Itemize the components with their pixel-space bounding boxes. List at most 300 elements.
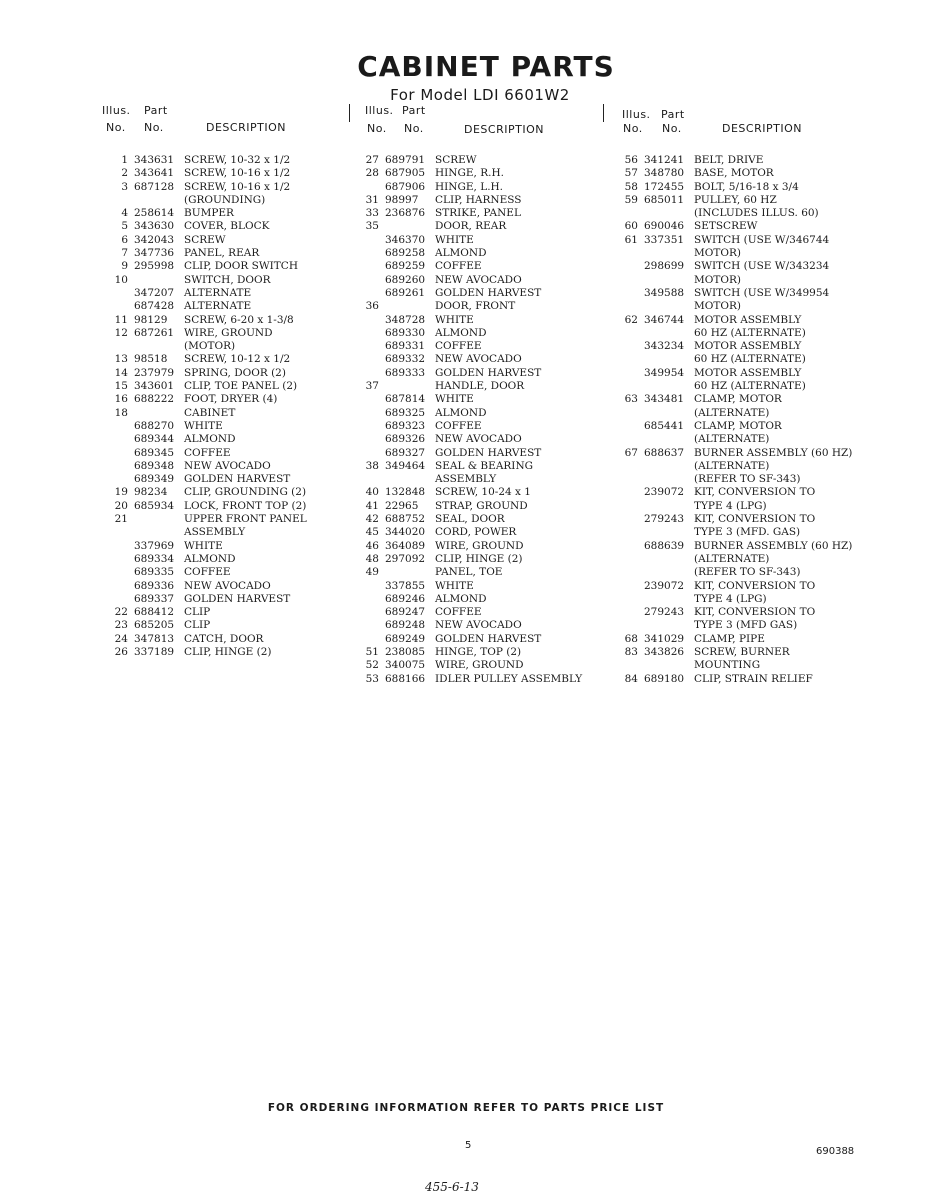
part-description: ALMOND [184, 552, 236, 565]
table-row [616, 340, 856, 353]
table-row [357, 260, 597, 273]
table-row [357, 167, 597, 180]
part-number: 346370 [385, 233, 426, 246]
illus-number: 24 [114, 632, 128, 645]
part-number: 337189 [134, 645, 175, 658]
part-description: CABINET [184, 406, 236, 419]
part-description: COFFEE [435, 419, 482, 432]
part-description: (REFER TO SF-343) [694, 566, 801, 579]
table-row [357, 367, 597, 380]
part-description: (ALTERNATE) [694, 552, 770, 565]
table-row [616, 300, 856, 313]
part-description: SEAL & BEARING [435, 459, 534, 472]
part-description: SCREW [184, 233, 226, 246]
part-number: 343826 [644, 645, 685, 658]
table-row [106, 287, 341, 300]
part-description: BUMPER [184, 207, 234, 220]
part-number: 239072 [644, 579, 685, 592]
table-row [357, 646, 597, 659]
table-row [106, 353, 341, 366]
table-row [106, 194, 341, 207]
part-number: 688752 [385, 513, 426, 526]
part-number: 343630 [134, 220, 175, 233]
model-subtitle: For Model LDI 6601W2 [390, 86, 570, 104]
table-row [106, 220, 341, 233]
illus-number: 9 [121, 260, 128, 273]
part-description: COFFEE [184, 446, 231, 459]
part-description: BELT, DRIVE [694, 154, 764, 166]
part-description: KIT, CONVERSION TO [694, 606, 816, 619]
header-no2: No. [662, 122, 682, 135]
illus-number: 15 [114, 380, 128, 393]
part-number: 689258 [385, 247, 426, 260]
table-row [357, 473, 597, 486]
header-illus: Illus. [622, 108, 651, 121]
part-description: ASSEMBLY [435, 473, 497, 486]
part-description: ALMOND [435, 406, 487, 419]
table-row [357, 486, 597, 499]
table-row [616, 513, 856, 526]
illus-number: 53 [365, 672, 379, 685]
table-row [616, 460, 856, 473]
table-row [106, 633, 341, 646]
part-number: 689248 [385, 619, 426, 632]
table-row [616, 500, 856, 513]
part-number: 342043 [134, 233, 175, 246]
illus-number: 36 [365, 300, 379, 313]
part-description: HINGE, L.H. [435, 180, 504, 193]
part-description: STRAP, GROUND [435, 499, 528, 512]
part-description: SETSCREW [694, 220, 758, 233]
part-description: ALMOND [435, 247, 487, 260]
illus-number: 59 [624, 193, 638, 206]
column-header [357, 104, 597, 154]
column-header [102, 104, 341, 154]
table-row [106, 619, 341, 632]
illus-number: 19 [114, 486, 128, 499]
part-number: 98129 [134, 313, 168, 326]
table-row [616, 380, 856, 393]
illus-number: 63 [624, 393, 638, 406]
table-row [616, 167, 856, 180]
parts-column-3 [616, 104, 856, 686]
part-number: 689326 [385, 433, 426, 446]
illus-number: 23 [114, 619, 128, 632]
part-number: 348780 [644, 167, 685, 180]
illus-number: 13 [114, 353, 128, 366]
part-number: 349464 [385, 459, 426, 472]
part-description: UPPER FRONT PANEL [184, 513, 307, 526]
part-number: 689260 [385, 273, 426, 286]
table-row [616, 181, 856, 194]
page-number: 5 [465, 1140, 472, 1151]
part-description: SWITCH (USE W/343234 [694, 260, 830, 273]
illus-number: 10 [114, 273, 128, 286]
part-number: 687428 [134, 300, 175, 313]
parts-list [106, 154, 341, 659]
illus-number: 41 [365, 499, 379, 512]
header-part: Part [144, 104, 168, 117]
table-row [106, 380, 341, 393]
part-description: CLIP, STRAIN RELIEF [694, 672, 813, 685]
table-row [616, 659, 856, 672]
table-row [357, 673, 597, 686]
table-row [616, 207, 856, 220]
part-description: WHITE [184, 539, 223, 552]
part-description: CORD, POWER [435, 526, 517, 539]
handwritten-note: 455-6-13 [425, 1180, 479, 1194]
part-description: DOOR, REAR [435, 220, 507, 233]
part-number: 343641 [134, 167, 175, 180]
illus-number: 14 [114, 366, 128, 379]
part-number: 132848 [385, 486, 426, 499]
part-description: TYPE 3 (MFD GAS) [694, 619, 798, 632]
part-description: KIT, CONVERSION TO [694, 486, 816, 499]
part-number: 364089 [385, 539, 426, 552]
part-description: WHITE [435, 393, 474, 406]
table-row [106, 553, 341, 566]
part-description: WHITE [435, 579, 474, 592]
page-title: CABINET PARTS [357, 50, 615, 83]
header-no: No. [367, 122, 387, 135]
table-row [357, 540, 597, 553]
illus-number: 67 [624, 446, 638, 459]
part-description: 60 HZ (ALTERNATE) [694, 380, 806, 393]
table-row [106, 540, 341, 553]
table-row [357, 619, 597, 632]
table-row [616, 606, 856, 619]
table-row [616, 447, 856, 460]
table-row [616, 486, 856, 499]
table-row [106, 327, 341, 340]
part-number: 347736 [134, 247, 175, 260]
part-description: WIRE, GROUND [184, 326, 273, 339]
table-row [616, 566, 856, 579]
part-description: MOTOR ASSEMBLY [694, 313, 802, 326]
part-description: CLIP, HINGE (2) [435, 552, 523, 565]
table-row [106, 580, 341, 593]
part-number: 689349 [134, 473, 175, 486]
part-number: 689331 [385, 340, 426, 353]
part-number: 337855 [385, 579, 426, 592]
part-description: SCREW, BURNER [694, 645, 790, 658]
part-number: 689261 [385, 286, 426, 299]
part-number: 690046 [644, 220, 685, 233]
table-row [357, 353, 597, 366]
table-row [106, 234, 341, 247]
part-number: 258614 [134, 207, 175, 220]
part-description: ALMOND [184, 433, 236, 446]
part-description: COFFEE [435, 606, 482, 619]
illus-number: 48 [365, 552, 379, 565]
part-description: ALMOND [435, 592, 487, 605]
table-row [106, 500, 341, 513]
part-number: 688166 [385, 672, 426, 685]
illus-number: 28 [365, 167, 379, 180]
part-description: GOLDEN HARVEST [435, 446, 542, 459]
part-number: 279243 [644, 606, 685, 619]
part-description: CLAMP, MOTOR [694, 393, 782, 406]
table-row [616, 646, 856, 659]
part-number: 689345 [134, 446, 175, 459]
table-row [616, 287, 856, 300]
table-row [106, 646, 341, 659]
table-row [106, 433, 341, 446]
part-description: PULLEY, 60 HZ [694, 193, 777, 206]
header-part: Part [402, 104, 426, 117]
table-row [106, 566, 341, 579]
part-description: ALTERNATE [184, 286, 252, 299]
illus-number: 49 [365, 566, 379, 579]
part-number: 347207 [134, 286, 175, 299]
table-row [357, 460, 597, 473]
table-row [106, 367, 341, 380]
part-description: SPRING, DOOR (2) [184, 366, 286, 379]
header-no2: No. [144, 121, 164, 134]
part-number: 279243 [644, 513, 685, 526]
part-description: NEW AVOCADO [184, 579, 271, 592]
part-description: WHITE [184, 419, 223, 432]
illus-number: 61 [624, 233, 638, 246]
header-part: Part [661, 108, 685, 121]
table-row [616, 433, 856, 446]
table-row [357, 300, 597, 313]
part-number: 687814 [385, 393, 426, 406]
part-description: CLIP, DOOR SWITCH [184, 260, 298, 273]
part-number: 337969 [134, 539, 175, 552]
table-row [616, 353, 856, 366]
table-row [106, 181, 341, 194]
table-row [106, 473, 341, 486]
part-description: WIRE, GROUND [435, 539, 524, 552]
illus-number: 57 [624, 167, 638, 180]
part-number: 689332 [385, 353, 426, 366]
part-description: WHITE [435, 233, 474, 246]
table-row [357, 447, 597, 460]
part-description: ALMOND [435, 326, 487, 339]
table-row [616, 274, 856, 287]
part-number: 687128 [134, 180, 175, 193]
part-description: GOLDEN HARVEST [184, 473, 291, 486]
table-row [357, 659, 597, 672]
part-number: 98234 [134, 486, 168, 499]
table-row [106, 154, 341, 167]
part-number: 22965 [385, 499, 419, 512]
table-row [106, 486, 341, 499]
part-description: DOOR, FRONT [435, 300, 516, 313]
part-number: 687906 [385, 180, 426, 193]
part-description: HINGE, R.H. [435, 167, 504, 180]
part-number: 348728 [385, 313, 426, 326]
illus-number: 56 [624, 154, 638, 166]
table-row [106, 593, 341, 606]
illus-number: 16 [114, 393, 128, 406]
part-description: CLIP, GROUNDING (2) [184, 486, 307, 499]
table-row [106, 274, 341, 287]
parts-list [616, 154, 856, 686]
part-number: 689247 [385, 606, 426, 619]
part-description: MOTOR) [694, 300, 741, 313]
table-row [357, 194, 597, 207]
part-number: 689327 [385, 446, 426, 459]
table-row [616, 194, 856, 207]
table-row [357, 380, 597, 393]
part-number: 687905 [385, 167, 426, 180]
table-row [357, 407, 597, 420]
part-description: FOOT, DRYER (4) [184, 393, 278, 406]
part-description: SCREW, 10-16 x 1/2 [184, 167, 291, 180]
table-row [106, 460, 341, 473]
illus-number: 37 [365, 380, 379, 393]
table-row [357, 606, 597, 619]
header-no: No. [106, 121, 126, 134]
part-number: 346744 [644, 313, 685, 326]
illus-number: 26 [114, 645, 128, 658]
ordering-info-footer: FOR ORDERING INFORMATION REFER TO PARTS PRICE LIST [267, 1102, 665, 1114]
table-row [616, 580, 856, 593]
part-description: BASE, MOTOR [694, 167, 774, 180]
part-number: 343601 [134, 380, 175, 393]
table-row [616, 540, 856, 553]
part-description: MOTOR ASSEMBLY [694, 366, 802, 379]
part-description: CLIP, TOE PANEL (2) [184, 380, 298, 393]
part-description: SWITCH (USE W/346744 [694, 233, 830, 246]
part-description: HINGE, TOP (2) [435, 645, 522, 658]
part-number: 689259 [385, 260, 426, 273]
part-description: SCREW, 10-24 x 1 [435, 486, 531, 499]
table-row [616, 247, 856, 260]
part-number: 685934 [134, 499, 175, 512]
part-description: CLIP, HINGE (2) [184, 645, 272, 658]
illus-number: 42 [365, 513, 379, 526]
table-row [106, 314, 341, 327]
part-number: 172455 [644, 180, 685, 193]
part-description: SEAL, DOOR [435, 513, 505, 526]
illus-number: 60 [624, 220, 638, 233]
part-description: BURNER ASSEMBLY (60 HZ) [694, 446, 853, 459]
table-row [106, 340, 341, 353]
table-row [357, 526, 597, 539]
header-description: DESCRIPTION [464, 123, 544, 136]
part-description: KIT, CONVERSION TO [694, 579, 816, 592]
table-row [106, 167, 341, 180]
table-row [357, 393, 597, 406]
part-number: 688637 [644, 446, 685, 459]
part-number: 689249 [385, 632, 426, 645]
table-row [106, 526, 341, 539]
table-row [106, 393, 341, 406]
illus-number: 62 [624, 313, 638, 326]
table-row [616, 473, 856, 486]
part-description: (ALTERNATE) [694, 433, 770, 446]
illus-number: 27 [365, 154, 379, 166]
parts-column-2 [357, 104, 597, 686]
part-description: (REFER TO SF-343) [694, 473, 801, 486]
illus-number: 52 [365, 659, 379, 672]
part-number: 340075 [385, 659, 426, 672]
table-row [106, 447, 341, 460]
part-number: 685011 [644, 193, 685, 206]
illus-number: 6 [121, 233, 128, 246]
header-description: DESCRIPTION [206, 121, 286, 134]
part-description: (MOTOR) [184, 340, 236, 353]
table-row [357, 207, 597, 220]
part-description: COFFEE [435, 340, 482, 353]
part-number: 343631 [134, 154, 175, 166]
illus-number: 45 [365, 526, 379, 539]
table-row [357, 247, 597, 260]
part-description: ALTERNATE [184, 300, 252, 313]
illus-number: 11 [114, 313, 128, 326]
part-description: SWITCH, DOOR [184, 273, 271, 286]
part-description: TYPE 4 (LPG) [694, 499, 767, 512]
table-row [357, 220, 597, 233]
part-description: COVER, BLOCK [184, 220, 270, 233]
part-description: NEW AVOCADO [184, 459, 271, 472]
part-number: 349954 [644, 366, 685, 379]
part-description: CATCH, DOOR [184, 632, 264, 645]
part-description: STRIKE, PANEL [435, 207, 521, 220]
table-row [106, 420, 341, 433]
part-description: CLIP, HARNESS [435, 193, 522, 206]
part-description: HANDLE, DOOR [435, 380, 525, 393]
illus-number: 84 [624, 672, 638, 685]
part-description: MOUNTING [694, 659, 761, 672]
part-number: 237979 [134, 366, 175, 379]
table-row [357, 566, 597, 579]
part-description: SCREW, 10-12 x 1/2 [184, 353, 291, 366]
table-row [106, 207, 341, 220]
header-description: DESCRIPTION [722, 122, 802, 135]
table-row [357, 314, 597, 327]
table-row [357, 327, 597, 340]
illus-number: 31 [365, 193, 379, 206]
part-description: MOTOR ASSEMBLY [694, 340, 802, 353]
part-description: NEW AVOCADO [435, 433, 522, 446]
parts-column-1 [102, 104, 341, 659]
table-row [616, 327, 856, 340]
part-number: 295998 [134, 260, 175, 273]
part-number: 98518 [134, 353, 168, 366]
table-row [357, 500, 597, 513]
illus-number: 38 [365, 459, 379, 472]
part-number: 687261 [134, 326, 175, 339]
part-description: ASSEMBLY [184, 526, 246, 539]
column-divider-2 [603, 104, 604, 122]
part-description: SWITCH (USE W/349954 [694, 286, 830, 299]
illus-number: 3 [121, 180, 128, 193]
part-description: COFFEE [435, 260, 482, 273]
part-description: CLAMP, MOTOR [694, 419, 782, 432]
part-number: 341241 [644, 154, 685, 166]
part-description: MOTOR) [694, 247, 741, 260]
header-no: No. [623, 122, 643, 135]
part-number: 341029 [644, 632, 685, 645]
table-row [616, 673, 856, 686]
part-number: 689337 [134, 592, 175, 605]
part-number: 689323 [385, 419, 426, 432]
part-description: NEW AVOCADO [435, 619, 522, 632]
part-description: SCREW, 10-32 x 1/2 [184, 154, 291, 166]
part-description: WHITE [435, 313, 474, 326]
part-description: (ALTERNATE) [694, 406, 770, 419]
part-description: GOLDEN HARVEST [435, 366, 542, 379]
table-row [106, 606, 341, 619]
part-number: 689791 [385, 154, 426, 166]
part-description: SCREW, 10-16 x 1/2 [184, 180, 291, 193]
table-row [357, 513, 597, 526]
part-description: GOLDEN HARVEST [435, 632, 542, 645]
